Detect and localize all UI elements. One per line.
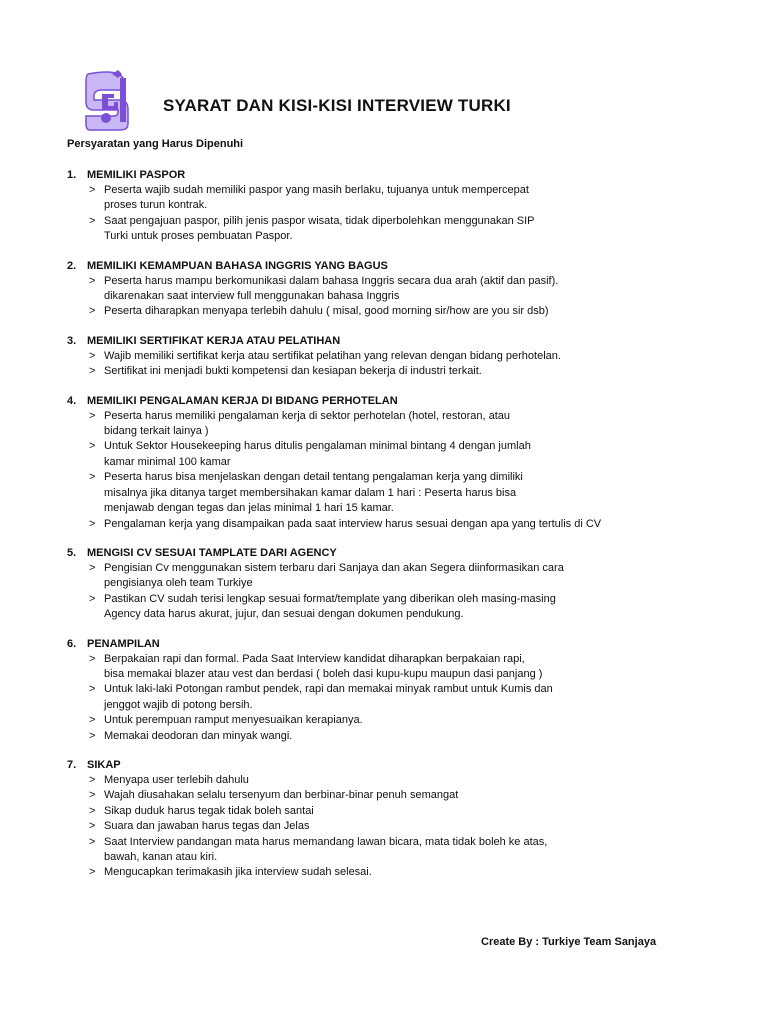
bullet-item: [67, 788, 707, 803]
bullet-item: [67, 592, 707, 623]
section-heading: [67, 259, 707, 274]
bullet-marker: >: [89, 517, 96, 530]
bullet-marker: >: [89, 561, 96, 574]
bullet-item: [67, 364, 707, 379]
bullet-marker: >: [89, 365, 96, 378]
requirement-section: [67, 546, 707, 623]
bullet-text: Berpakaian rapi dan formal. Pada Saat Interview kandidat diharapkan berpakaian rapi, bisa memakai blazer atau vest dan berdasi ( boleh dasi kupu-kupu maupun dasi panjang ): [104, 652, 543, 680]
bullet-marker: >: [89, 820, 96, 833]
bullet-item: [67, 517, 707, 532]
bullet-item: [67, 470, 707, 516]
section-heading: [67, 758, 707, 773]
bullet-marker: >: [89, 714, 96, 727]
bullet-text: Untuk perempuan ramput menyesuaikan kerapianya.: [104, 714, 363, 727]
section-number: 4.: [67, 394, 77, 407]
bullet-marker: >: [89, 349, 96, 362]
bullet-item: [67, 773, 707, 788]
bullet-item: [67, 682, 707, 713]
bullet-marker: >: [89, 652, 96, 665]
bullet-marker: >: [89, 214, 96, 227]
bullet-item: [67, 349, 707, 364]
bullet-item: [67, 274, 707, 305]
bullet-text: Saat pengajuan paspor, pilih jenis paspor wisata, tidak diperbolehkan menggunakan SIP Turki untuk proses pembuatan Paspor.: [104, 214, 535, 243]
section-heading-text: SIKAP: [87, 758, 121, 771]
bullet-text: Pengisian Cv menggunakan sistem terbaru dari Sanjaya dan akan Segera diinformasikan cara pengisianya oleh team Turkiye: [104, 561, 564, 590]
bullet-marker: >: [89, 184, 96, 196]
bullet-text: Wajib memiliki sertifikat kerja atau sertifikat pelatihan yang relevan dengan bidang perhotelan.: [104, 349, 561, 362]
bullet-item: [67, 652, 707, 683]
bullet-item: [67, 819, 707, 834]
bullet-marker: >: [89, 789, 96, 802]
bullet-marker: >: [89, 409, 96, 422]
bullet-text: Wajah diusahakan selalu tersenyum dan berbinar-binar penuh semangat: [104, 789, 459, 802]
section-heading-text: MENGISI CV SESUAI TAMPLATE DARI AGENCY: [87, 546, 337, 559]
bullet-item: [67, 409, 707, 440]
section-number: 5.: [67, 546, 77, 559]
bullet-text: Peserta harus memiliki pengalaman kerja di sektor perhotelan (hotel, restoran, atau bidang terkait lainya ): [104, 409, 510, 438]
bullet-text: Pastikan CV sudah terisi lengkap sesuai format/template yang diberikan oleh masing-masing Agency data harus akurat, jujur, dan sesuai dengan dokumen pendukung.: [104, 592, 556, 621]
bullet-item: [67, 804, 707, 819]
bullet-marker: >: [89, 592, 96, 605]
bullet-text: Untuk Sektor Housekeeping harus ditulis pengalaman minimal bintang 4 dengan jumlah kamar minimal 100 kamar: [104, 440, 531, 468]
bullet-marker: >: [89, 683, 96, 696]
bullet-item: [67, 729, 707, 744]
requirement-section: [67, 168, 707, 245]
bullet-text: Pengalaman kerja yang disampaikan pada saat interview harus sesuai dengan apa yang tertulis di CV: [104, 517, 602, 530]
bullet-text: Peserta diharapkan menyapa terlebih dahulu ( misal, good morning sir/how are you sir dsb): [104, 305, 549, 318]
section-heading-text: MEMILIKI SERTIFIKAT KERJA ATAU PELATIHAN: [87, 334, 341, 347]
bullet-item: [67, 835, 707, 866]
bullet-marker: >: [89, 804, 96, 817]
bullet-marker: >: [89, 305, 96, 318]
bullet-text: Sertifikat ini menjadi bukti kompetensi dan kesiapan bekerja di industri terkait.: [104, 365, 482, 378]
bullet-item: [67, 561, 707, 592]
section-heading: [67, 334, 707, 349]
bullet-marker: >: [89, 729, 96, 742]
section-number: 6.: [67, 637, 77, 650]
section-number: 3.: [67, 334, 77, 347]
bullet-item: [67, 439, 707, 470]
bullet-marker: >: [89, 835, 96, 848]
section-heading-text: MEMILIKI KEMAMPUAN BAHASA INGGRIS YANG BAGUS: [87, 259, 388, 272]
bullet-text: Memakai deodoran dan minyak wangi.: [104, 729, 293, 742]
bullet-marker: >: [89, 471, 96, 484]
section-heading: [67, 637, 707, 652]
requirements-list: [67, 168, 707, 895]
section-heading: [67, 394, 707, 409]
bullet-item: [67, 183, 707, 214]
section-heading-text: MEMILIKI PENGALAMAN KERJA DI BIDANG PERHOTELAN: [87, 394, 398, 407]
bullet-text: Peserta harus bisa menjelaskan dengan detail tentang pengalaman kerja yang dimiliki misalnya jika ditanya target membersihakan kamar dalam 1 hari : Peserta harus bisa menjawab dengan tegas dan jelas minimal 1 hari 15 kamar.: [104, 471, 523, 515]
bullet-marker: >: [89, 274, 96, 287]
bullet-marker: >: [89, 866, 96, 879]
bullet-text: Suara dan jawaban harus tegas dan Jelas: [104, 820, 310, 833]
requirement-section: [67, 637, 707, 744]
bullet-text: Untuk laki-laki Potongan rambut pendek, rapi dan memakai minyak rambut untuk Kumis dan jenggot wajib di potong bersih.: [104, 683, 553, 711]
bullet-item: [67, 214, 707, 245]
section-number: 2.: [67, 259, 77, 272]
requirement-section: [67, 394, 707, 532]
bullet-text: Mengucapkan terimakasih jika interview sudah selesai.: [104, 866, 372, 879]
bullet-item: [67, 304, 707, 319]
section-heading-text: MEMILIKI PASPOR: [87, 169, 186, 181]
requirement-section: [67, 758, 707, 881]
section-heading: [67, 168, 707, 183]
bullet-text: Peserta wajib sudah memiliki paspor yang masih berlaku, tujuanya untuk mempercepat proses turun kontrak.: [104, 184, 529, 212]
bullet-text: Saat Interview pandangan mata harus memandang lawan bicara, mata tidak boleh ke atas, bawah, kanan atau kiri.: [104, 835, 548, 863]
company-logo: [84, 70, 132, 132]
section-number: 7.: [67, 758, 77, 771]
requirement-section: [67, 334, 707, 380]
bullet-item: [67, 713, 707, 728]
document-title: SYARAT DAN KISI-KISI INTERVIEW TURKI: [163, 96, 511, 115]
section-number: 1.: [67, 169, 77, 181]
bullet-marker: >: [89, 773, 96, 786]
section-heading: [67, 546, 707, 561]
bullet-item: [67, 865, 707, 880]
bullet-marker: >: [89, 440, 96, 453]
document-subtitle: Persyaratan yang Harus Dipenuhi: [67, 138, 244, 150]
section-heading-text: PENAMPILAN: [87, 637, 160, 650]
requirement-section: [67, 259, 707, 320]
bullet-text: Peserta harus mampu berkomunikasi dalam bahasa Inggris secara dua arah (aktif dan pasif). dikarenakan saat interview full menggunakan bahasa Inggris: [104, 274, 559, 303]
bullet-text: Menyapa user terlebih dahulu: [104, 773, 249, 786]
bullet-text: Sikap duduk harus tegak tidak boleh santai: [104, 804, 314, 817]
document-footer: Create By : Turkiye Team Sanjaya: [481, 936, 657, 948]
